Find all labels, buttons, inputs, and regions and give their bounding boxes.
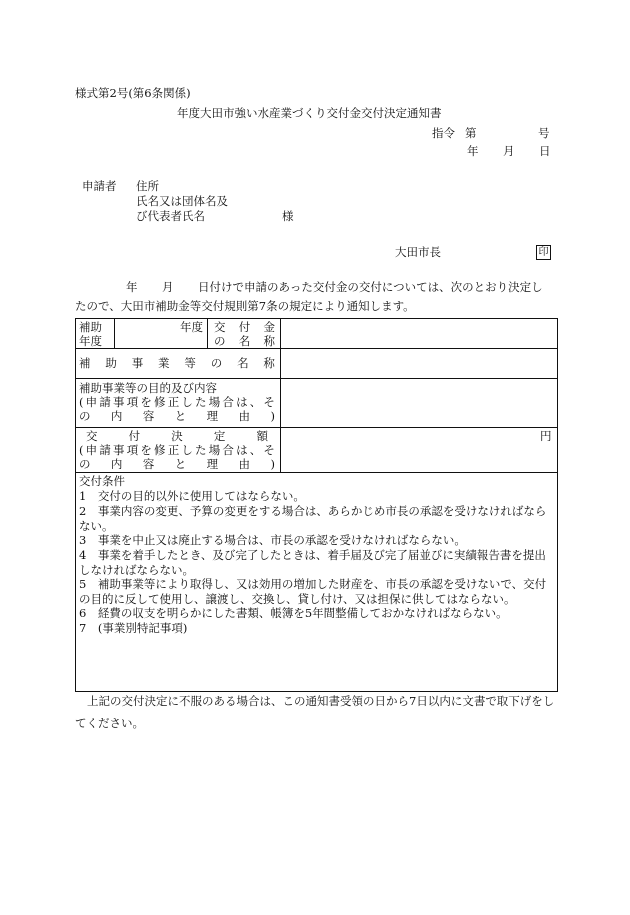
grant-name-label-2: の 名 称 xyxy=(214,334,275,348)
row-divider xyxy=(76,472,557,473)
intro-line2: たので、大田市補助金等交付規則第7条の規定により通知します。 xyxy=(75,299,415,313)
condition-item xyxy=(79,577,555,606)
purpose-amend-note-1: ( 申 請 事 項 を 修 正 し た 場 合 は 、 そ xyxy=(79,395,275,409)
nendo-right-label: 年度 xyxy=(180,320,203,334)
document-title: 年度大田市強い水産業づくり交付金交付決定通知書 xyxy=(177,106,442,120)
row-divider xyxy=(76,427,557,428)
row-divider xyxy=(76,378,557,379)
condition-number: 2 xyxy=(79,504,87,518)
col-divider xyxy=(207,319,208,348)
condition-item xyxy=(79,621,555,636)
condition-item xyxy=(79,606,555,621)
date-year: 年 xyxy=(467,144,479,158)
applicant-name-label-2: び代表者氏名 xyxy=(136,209,205,223)
ref-go: 号 xyxy=(538,126,550,140)
condition-number: 1 xyxy=(79,489,87,503)
condition-text: 経費の収支を明らかにした書類、帳簿を5年間整備しておかなければならない。 xyxy=(97,606,508,620)
footer-note: 上記の交付決定に不服のある場合は、この通知書受領の日から7日以内に文書で取下げをしてください。 xyxy=(75,694,555,730)
amount-amend-note-2: の 内 容 と 理 由 ) xyxy=(79,457,275,471)
condition-number: 3 xyxy=(79,533,87,547)
condition-text: (事業別特記事項) xyxy=(97,621,188,635)
ref-shirei: 指令 xyxy=(432,126,455,140)
condition-item xyxy=(79,489,555,504)
nendo-left-label: 年度 xyxy=(79,334,102,348)
issuer-name: 大田市長 xyxy=(395,245,441,259)
applicant-name-label-1: 氏名又は団体名及 xyxy=(136,194,228,208)
condition-item xyxy=(79,548,555,577)
condition-number: 5 xyxy=(79,577,87,591)
date-month: 月 xyxy=(503,144,515,158)
amount-label: 交 付 決 定 額 xyxy=(86,429,268,443)
intro-line1: 日付けで申請のあった交付金の交付については、次のとおり決定し xyxy=(198,280,543,294)
conditions-title: 交付条件 xyxy=(79,474,125,488)
condition-number: 4 xyxy=(79,548,87,562)
condition-item xyxy=(79,504,555,533)
hojo-label: 補助 xyxy=(79,320,102,334)
condition-item xyxy=(79,533,555,548)
ref-dai: 第 xyxy=(465,126,477,140)
project-name-label: 補 助 事 業 等 の 名 称 xyxy=(79,356,275,370)
form-number: 様式第2号(第6条関係) xyxy=(75,86,191,100)
condition-text: 交付の目的以外に使用してはならない。 xyxy=(97,489,305,503)
grant-name-label-1: 交 付 金 xyxy=(214,320,275,334)
condition-text: 事業を着手したとき、及び完了したときは、着手届及び完了届並びに実績報告書を提出しなければならない。 xyxy=(79,548,546,577)
condition-text: 事業内容の変更、予算の変更をする場合は、あらかじめ市長の承認を受けなければならない。 xyxy=(79,504,547,533)
intro-year: 年 xyxy=(126,280,138,294)
yen-unit: 円 xyxy=(540,429,552,443)
condition-text: 事業を中止又は廃止する場合は、市長の承認を受けなければならない。 xyxy=(97,533,466,547)
applicant-address-label: 住所 xyxy=(136,179,159,193)
condition-number: 7 xyxy=(79,621,87,635)
col-divider xyxy=(280,319,281,472)
intro-month: 月 xyxy=(162,280,174,294)
purpose-label: 補助事業等の目的及び内容 xyxy=(79,381,217,395)
condition-number: 6 xyxy=(79,606,87,620)
amount-amend-note-1: ( 申 請 事 項 を 修 正 し た 場 合 は 、 そ xyxy=(79,443,275,457)
col-divider xyxy=(114,319,115,348)
purpose-amend-note-2: の 内 容 と 理 由 ) xyxy=(79,409,275,423)
applicant-sama: 様 xyxy=(282,209,294,223)
date-day: 日 xyxy=(539,144,551,158)
condition-text: 補助事業等により取得し、又は効用の増加した財産を、市長の承認を受けないで、交付の目的に反して使用し、譲渡し、交換し、貸し付け、又は担保に供してはならない。 xyxy=(79,577,547,606)
decision-table xyxy=(75,318,558,692)
row-divider xyxy=(76,348,557,349)
applicant-label: 申請者 xyxy=(82,179,117,193)
seal-mark: 印 xyxy=(536,245,551,260)
